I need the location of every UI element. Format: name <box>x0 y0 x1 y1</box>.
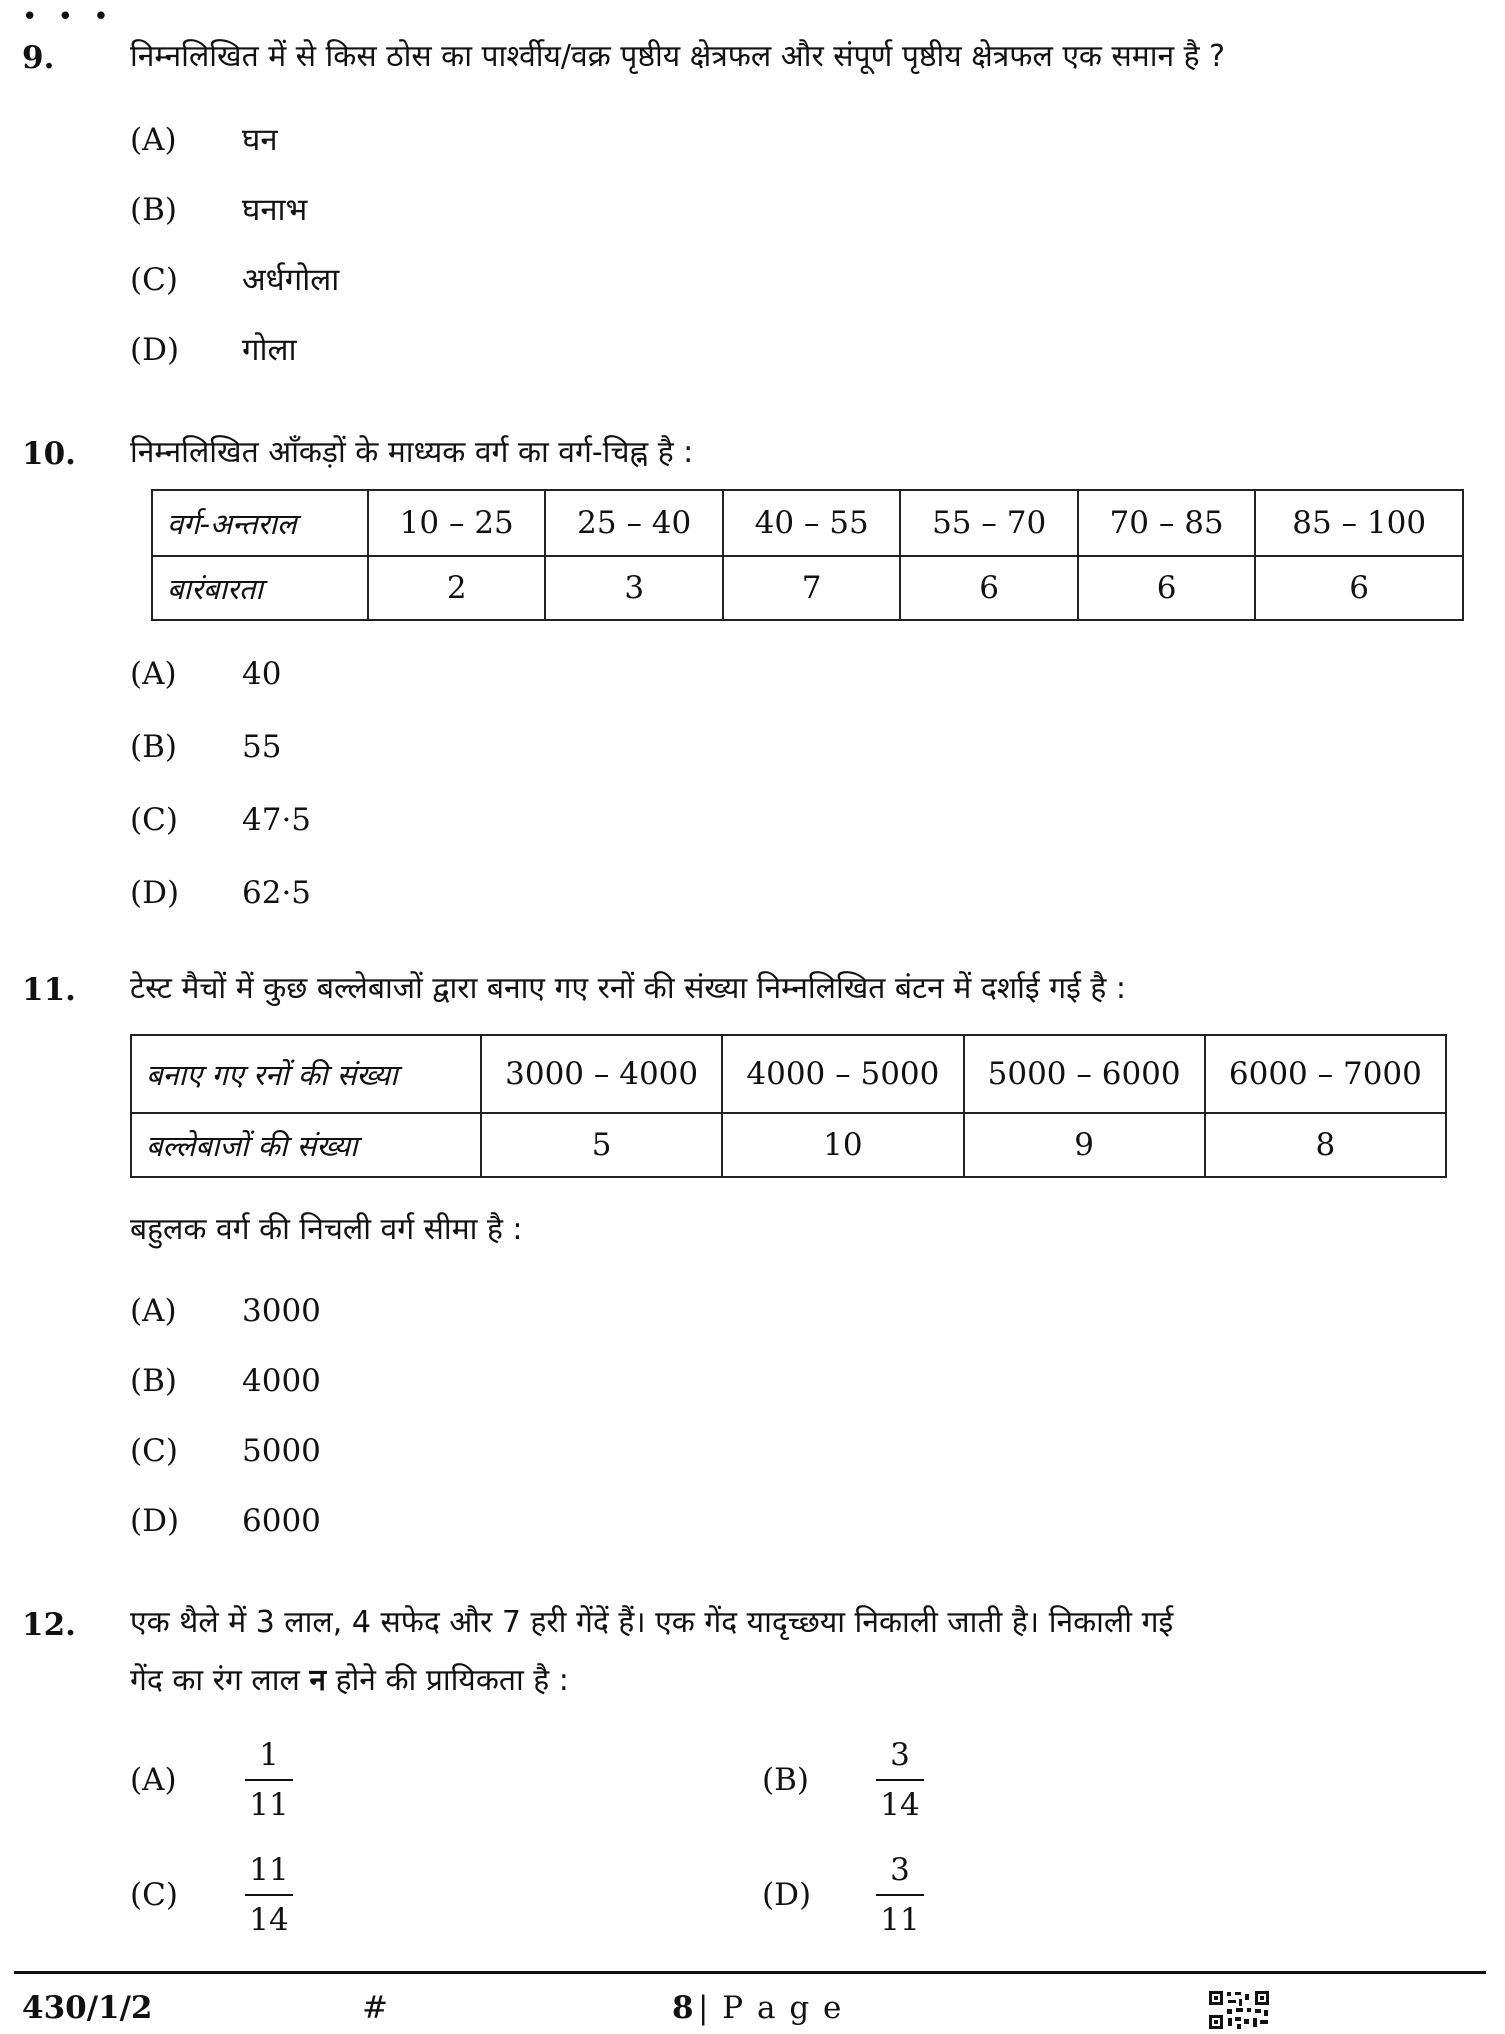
header-dots: • • • <box>22 2 115 32</box>
page-label: | P a g e <box>698 1990 844 2026</box>
question-text: निम्नलिखित में से किस ठोस का पार्श्वीय/वक्र पृष्ठीय क्षेत्रफल और संपूर्ण पृष्ठीय क्षेत्रफल एक समान है ? <box>130 39 1226 74</box>
table-row-header: बनाए गए रनों की संख्या <box>131 1035 481 1113</box>
numerator: 1 <box>259 1737 279 1773</box>
table-cell: 5000 – 6000 <box>964 1035 1205 1113</box>
qr-code-icon <box>1208 1990 1270 2030</box>
option-value: 5000 <box>242 1433 321 1469</box>
table-cell: 4000 – 5000 <box>722 1035 963 1113</box>
option-value: घन <box>242 122 278 158</box>
question-number: 12. <box>22 1607 76 1643</box>
table-cell: 10 <box>722 1113 963 1177</box>
option-label: (A) <box>130 1293 177 1329</box>
question-text: टेस्ट मैचों में कुछ बल्लेबाजों द्वारा बनाए गए रनों की संख्या निम्नलिखित बंटन में दर्शाई गई है : <box>130 971 1126 1006</box>
table-cell: 3000 – 4000 <box>481 1035 722 1113</box>
denominator: 11 <box>249 1787 289 1823</box>
option-label: (B) <box>130 192 177 228</box>
table-cell: 6 <box>1255 556 1463 620</box>
option-b[interactable] <box>130 188 307 230</box>
question-number: 10. <box>22 436 76 472</box>
option-value: घनाभ <box>242 192 308 228</box>
fraction-bar <box>876 1894 924 1896</box>
option-label: (C) <box>130 1877 178 1913</box>
option-value: 47·5 <box>242 802 312 838</box>
paper-code: 430/1/2 <box>22 1990 153 2026</box>
table-row-header: बारंबारता <box>152 556 368 620</box>
fraction <box>239 1850 299 1940</box>
option-a[interactable] <box>130 1293 321 1329</box>
option-d[interactable] <box>130 328 297 370</box>
table-cell: 70 – 85 <box>1078 490 1255 556</box>
table-cell: 6000 – 7000 <box>1205 1035 1446 1113</box>
numerator: 3 <box>890 1852 910 1888</box>
option-c[interactable] <box>130 1433 321 1469</box>
option-value: गोला <box>242 332 297 368</box>
table-cell: 25 – 40 <box>545 490 722 556</box>
numerator: 3 <box>890 1737 910 1773</box>
option-label: (A) <box>130 1762 177 1798</box>
option-label: (D) <box>130 1503 180 1539</box>
option-d[interactable] <box>130 875 311 911</box>
option-c[interactable] <box>130 258 339 300</box>
table-cell: 3 <box>545 556 722 620</box>
fraction-bar <box>876 1779 924 1781</box>
option-value: 40 <box>242 656 282 692</box>
option-value: अर्धगोला <box>242 262 340 298</box>
fraction-bar <box>245 1779 293 1781</box>
option-b[interactable] <box>130 1363 321 1399</box>
option-label: (B) <box>762 1762 809 1798</box>
option-label: (B) <box>130 1363 177 1399</box>
table-cell: 5 <box>481 1113 722 1177</box>
table-cell: 40 – 55 <box>723 490 900 556</box>
question-text-line-1: एक थैले में 3 लाल, 4 सफेद और 7 हरी गेंदें हैं। एक गेंद यादृच्छया निकाली जाती है। निकाली गई <box>130 1605 1174 1640</box>
option-label: (A) <box>130 656 177 692</box>
option-c[interactable] <box>130 802 311 838</box>
option-d[interactable] <box>130 1503 321 1539</box>
option-value: 4000 <box>242 1363 321 1399</box>
option-label: (A) <box>130 122 177 158</box>
option-label: (D) <box>130 332 180 368</box>
table-row-header: वर्ग-अन्तराल <box>152 490 368 556</box>
option-label: (C) <box>130 262 178 298</box>
question-text-line-2 <box>130 1652 1430 1710</box>
table-cell: 2 <box>368 556 545 620</box>
question-text: निम्नलिखित आँकड़ों के माध्यक वर्ग का वर्ग-चिह्न है : <box>130 435 694 470</box>
table-cell: 10 – 25 <box>368 490 545 556</box>
fraction <box>870 1735 930 1825</box>
table-row-header: बल्लेबाजों की संख्या <box>131 1113 481 1177</box>
table-cell: 8 <box>1205 1113 1446 1177</box>
option-b[interactable] <box>130 729 281 765</box>
denominator: 11 <box>880 1902 920 1938</box>
text-segment: होने की प्रायिकता है : <box>326 1663 569 1698</box>
runs-table <box>130 1034 1447 1178</box>
option-label: (B) <box>130 729 177 765</box>
fraction <box>239 1735 299 1825</box>
frequency-table <box>151 489 1464 621</box>
denominator: 14 <box>880 1787 920 1823</box>
emphasis-text: न <box>309 1663 327 1698</box>
text-segment: गेंद का रंग लाल <box>130 1663 310 1698</box>
table-cell: 6 <box>900 556 1077 620</box>
footer-hash: # <box>362 1990 388 2026</box>
footer-divider <box>14 1971 1486 1974</box>
option-value: 62·5 <box>242 875 312 911</box>
question-number: 9. <box>22 40 55 76</box>
table-cell: 55 – 70 <box>900 490 1077 556</box>
option-a[interactable] <box>130 118 278 160</box>
option-value: 3000 <box>242 1293 321 1329</box>
option-value: 55 <box>242 729 282 765</box>
option-value: 6000 <box>242 1503 321 1539</box>
table-cell: 7 <box>723 556 900 620</box>
option-a[interactable] <box>130 656 281 692</box>
option-label: (D) <box>130 875 180 911</box>
fraction-bar <box>245 1894 293 1896</box>
option-label: (C) <box>130 802 178 838</box>
question-number: 11. <box>22 972 76 1008</box>
table-cell: 6 <box>1078 556 1255 620</box>
table-cell: 9 <box>964 1113 1205 1177</box>
table-cell: 85 – 100 <box>1255 490 1463 556</box>
denominator: 14 <box>249 1902 289 1938</box>
option-label: (C) <box>130 1433 178 1469</box>
question-subtext: बहुलक वर्ग की निचली वर्ग सीमा है : <box>130 1212 523 1247</box>
fraction <box>870 1850 930 1940</box>
option-label: (D) <box>762 1877 812 1913</box>
page-number: 8 <box>672 1990 694 2026</box>
numerator: 11 <box>249 1852 289 1888</box>
